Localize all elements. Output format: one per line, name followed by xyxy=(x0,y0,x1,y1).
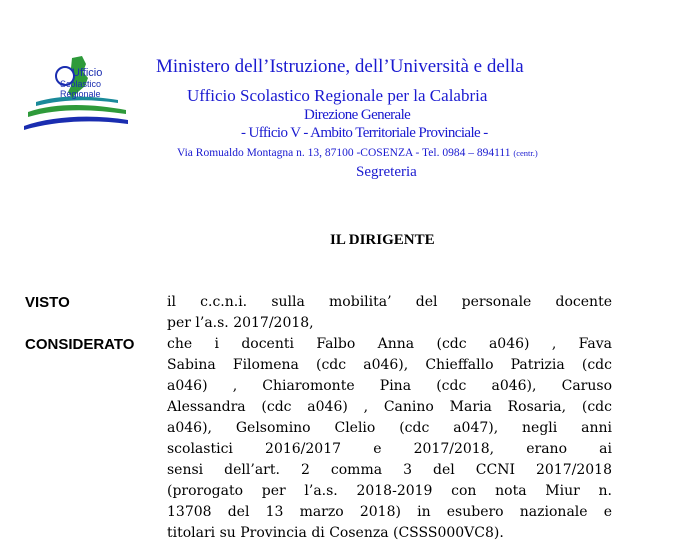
considerato-line: Sabina Filomena (cdc a046), Chieffallo Patrizia (cdc xyxy=(167,357,612,373)
visto-line: per l’a.s. 2017/2018, xyxy=(167,315,314,331)
visto-line: il c.c.n.i. sulla mobilita’ del personale docente xyxy=(167,294,612,310)
direction-heading: Direzione Generale xyxy=(304,107,411,123)
document-title: IL DIRIGENTE xyxy=(330,232,435,248)
considerato-line: titolari su Provincia di Cosenza (CSSS000VC8). xyxy=(167,525,504,541)
logo-text-line1: Ufficio xyxy=(72,67,103,79)
regional-office-heading: Ufficio Scolastico Regionale per la Calabria xyxy=(187,86,488,105)
considerato-line: a046), Gelsomino Clelio (cdc a047), negli anni xyxy=(167,420,612,436)
ministry-heading: Ministero dell’Istruzione, dell’Università e della xyxy=(156,56,524,77)
usr-logo xyxy=(22,52,130,134)
considerato-line: che i docenti Falbo Anna (cdc a046) , Fava xyxy=(167,336,612,352)
provincial-unit-heading: - Ufficio V - Ambito Territoriale Provinciale - xyxy=(241,125,488,141)
considerato-label: CONSIDERATO xyxy=(25,336,135,353)
office-address xyxy=(177,147,538,159)
considerato-line: (prorogato per l’a.s. 2018-2019 con nota Miur n. xyxy=(167,483,612,499)
considerato-line: 13708 del 13 marzo 2018) in esubero nazionale e xyxy=(167,504,612,520)
visto-label: VISTO xyxy=(25,294,70,311)
considerato-line: a046) , Chiaromonte Pina (cdc a046), Caruso xyxy=(167,378,612,394)
considerato-line: Alessandra (cdc a046) , Canino Maria Rosaria, (cdc xyxy=(167,399,612,415)
logo-green-swoosh xyxy=(28,105,126,117)
considerato-line: sensi dell’art. 2 comma 3 del CCNI 2017/2018 xyxy=(167,462,612,478)
logo-blue-swoosh xyxy=(24,117,128,130)
address-text: Via Romualdo Montagna n. 13, 87100 -COSENZA - Tel. 0984 – 894111 xyxy=(177,147,511,159)
considerato-line: scolastici 2016/2017 e 2017/2018, erano ai xyxy=(167,441,612,457)
address-suffix: (centr.) xyxy=(513,148,538,158)
logo-text-line3: Regionale xyxy=(60,89,101,99)
logo-text-line2: Scolastico xyxy=(60,79,102,89)
secretariat-heading: Segreteria xyxy=(356,164,417,180)
